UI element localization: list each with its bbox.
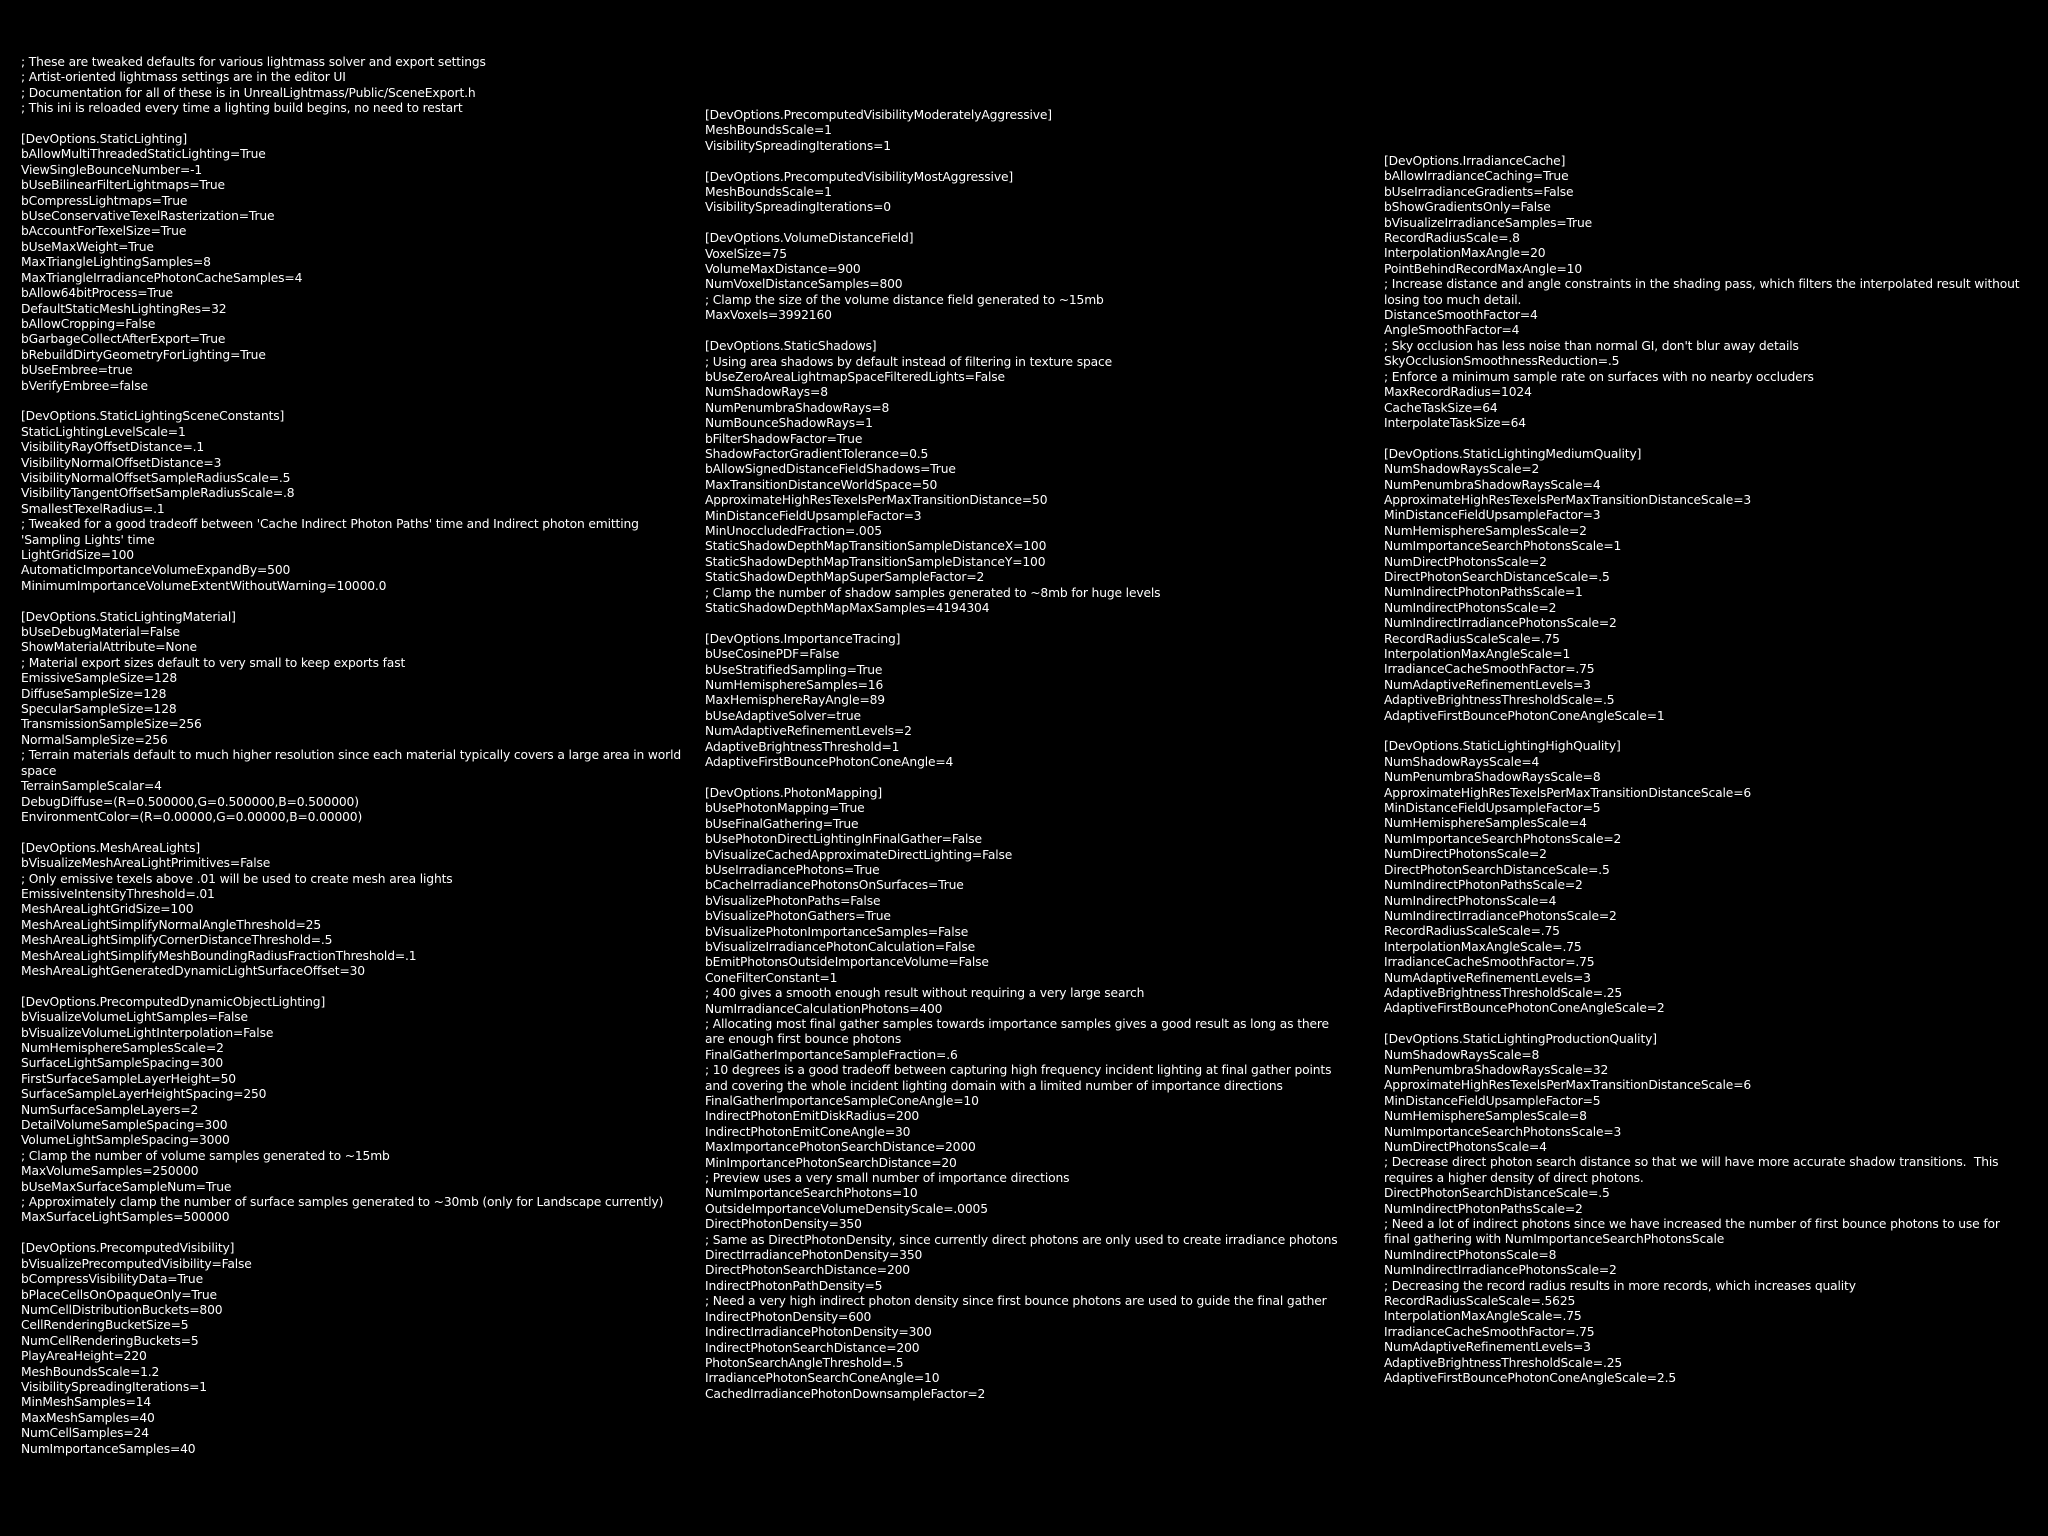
ini-text-column-1: ; These are tweaked defaults for various lightmass solver and export settings ; Artist-oriented lightmass settings are in the editor UI ; Documentation for all of these is in UnrealLightmass/Public/SceneExport.h ; This ini is reloaded every time a lighting build begins, no need to restart [DevOptions.StaticLighting] bAllowMultiThreadedStaticLighting=True ViewSingleBounceNumber=-1 bUseBilinearFilterLightmaps=True bCompressLightmaps=True bUseConservativeTexelRasterization=True bAccountForTexelSize=True bUseMaxWeight=True MaxTriangleLightingSamples=8 MaxTriangleIrradiancePhotonCacheSamples=4 bAllow64bitProcess=True DefaultStaticMeshLightingRes=32 bAllowCropping=False bGarbageCollectAfterExport=True bRebuildDirtyGeometryForLighting=True bUseEmbree=true bVerifyEmbree=false [DevOptions.StaticLightingSceneConstants] StaticLightingLevelScale=1 VisibilityRayOffsetDistance=.1 VisibilityNormalOffsetDistance=3 VisibilityNormalOffsetSampleRadiusScale=.5 VisibilityTangentOffsetSampleRadiusScale=.8 SmallestTexelRadius=.1 ; Tweaked for a good tradeoff between 'Cache Indirect Photon Paths' time and Indirect photon emitting 'Sampling Lights' time LightGridSize=100 AutomaticImportanceVolumeExpandBy=500 MinimumImportanceVolumeExtentWithoutWarning=10000.0 [DevOptions.StaticLightingMaterial] bUseDebugMaterial=False ShowMaterialAttribute=None ; Material export sizes default to very small to keep exports fast EmissiveSampleSize=128 DiffuseSampleSize=128 SpecularSampleSize=128 TransmissionSampleSize=256 NormalSampleSize=256 ; Terrain materials default to much higher resolution since each material typically covers a large area in world space TerrainSampleScalar=4 DebugDiffuse=(R=0.500000,G=0.500000,B=0.500000) EnvironmentColor=(R=0.00000,G=0.00000,B=0.00000) [DevOptions.MeshAreaLights] bVisualizeMeshAreaLightPrimitives=False ; Only emissive texels above .01 will be used to create mesh area lights EmissiveIntensityThreshold=.01 MeshAreaLightGridSize=100 MeshAreaLightSimplifyNormalAngleThreshold=25 MeshAreaLightSimplifyCornerDistanceThreshold=.5 MeshAreaLightSimplifyMeshBoundingRadiusFractionThreshold=.1 MeshAreaLightGeneratedDynamicLightSurfaceOffset=30 [DevOptions.PrecomputedDynamicObjectLighting] bVisualizeVolumeLightSamples=False bVisualizeVolumeLightInterpolation=False NumHemisphereSamplesScale=2 SurfaceLightSampleSpacing=300 FirstSurfaceSampleLayerHeight=50 SurfaceSampleLayerHeightSpacing=250 NumSurfaceSampleLayers=2 DetailVolumeSampleSpacing=300 VolumeLightSampleSpacing=3000 ; Clamp the number of volume samples generated to ~15mb MaxVolumeSamples=250000 bUseMaxSurfaceSampleNum=True ; Approximately clamp the number of surface samples generated to ~30mb (only for Landscape currently) MaxSurfaceLightSamples=500000 [DevOptions.PrecomputedVisibility] bVisualizePrecomputedVisibility=False bCompressVisibilityData=True bPlaceCellsOnOpaqueOnly=True NumCellDistributionBuckets=800 CellRenderingBucketSize=5 NumCellRenderingBuckets=5 PlayAreaHeight=220 MeshBoundsScale=1.2 VisibilitySpreadingIterations=1 MinMeshSamples=14 MaxMeshSamples=40 NumCellSamples=24 NumImportanceSamples=40 — [21, 55, 681, 1456]
ini-text-column-3: [DevOptions.IrradianceCache] bAllowIrradianceCaching=True bUseIrradianceGradients=False bShowGradientsOnly=False bVisualizeIrradianceSamples=True RecordRadiusScale=.8 InterpolationMaxAngle=20 PointBehindRecordMaxAngle=10 ; Increase distance and angle constraints in the shading pass, which filters the interpolated result without losing too much detail. DistanceSmoothFactor=4 AngleSmoothFactor=4 ; Sky occlusion has less noise than normal GI, don't blur away details SkyOcclusionSmoothnessReduction=.5 ; Enforce a minimum sample rate on surfaces with no nearby occluders MaxRecordRadius=1024 CacheTaskSize=64 InterpolateTaskSize=64 [DevOptions.StaticLightingMediumQuality] NumShadowRaysScale=2 NumPenumbraShadowRaysScale=4 ApproximateHighResTexelsPerMaxTransitionDistanceScale=3 MinDistanceFieldUpsampleFactor=3 NumHemisphereSamplesScale=2 NumImportanceSearchPhotonsScale=1 NumDirectPhotonsScale=2 DirectPhotonSearchDistanceScale=.5 NumIndirectPhotonPathsScale=1 NumIndirectPhotonsScale=2 NumIndirectIrradiancePhotonsScale=2 RecordRadiusScaleScale=.75 InterpolationMaxAngleScale=1 IrradianceCacheSmoothFactor=.75 NumAdaptiveRefinementLevels=3 AdaptiveBrightnessThresholdScale=.5 AdaptiveFirstBouncePhotonConeAngleScale=1 [DevOptions.StaticLightingHighQuality] NumShadowRaysScale=4 NumPenumbraShadowRaysScale=8 ApproximateHighResTexelsPerMaxTransitionDistanceScale=6 MinDistanceFieldUpsampleFactor=5 NumHemisphereSamplesScale=4 NumImportanceSearchPhotonsScale=2 NumDirectPhotonsScale=2 DirectPhotonSearchDistanceScale=.5 NumIndirectPhotonPathsScale=2 NumIndirectPhotonsScale=4 NumIndirectIrradiancePhotonsScale=2 RecordRadiusScaleScale=.75 InterpolationMaxAngleScale=.75 IrradianceCacheSmoothFactor=.75 NumAdaptiveRefinementLevels=3 AdaptiveBrightnessThresholdScale=.25 AdaptiveFirstBouncePhotonConeAngleScale=2 [DevOptions.StaticLightingProductionQuality] NumShadowRaysScale=8 NumPenumbraShadowRaysScale=32 ApproximateHighResTexelsPerMaxTransitionDistanceScale=6 MinDistanceFieldUpsampleFactor=5 NumHemisphereSamplesScale=8 NumImportanceSearchPhotonsScale=3 NumDirectPhotonsScale=4 ; Decrease direct photon search distance so that we will have more accurate shadow transitions. This requires a higher density of direct photons. DirectPhotonSearchDistanceScale=.5 NumIndirectPhotonPathsScale=2 ; Need a lot of indirect photons since we have increased the number of first bounce photons to use for final gathering with NumImportanceSearchPhotonsScale NumIndirectPhotonsScale=8 NumIndirectIrradiancePhotonsScale=2 ; Decreasing the record radius results in more records, which increases quality RecordRadiusScaleScale=.5625 InterpolationMaxAngleScale=.75 IrradianceCacheSmoothFactor=.75 NumAdaptiveRefinementLevels=3 AdaptiveBrightnessThresholdScale=.25 AdaptiveFirstBouncePhotonConeAngleScale=2.5 — [1384, 154, 2020, 1386]
ini-text-column-2: [DevOptions.PrecomputedVisibilityModeratelyAggressive] MeshBoundsScale=1 VisibilitySpreadingIterations=1 [DevOptions.PrecomputedVisibilityMostAggressive] MeshBoundsScale=1 VisibilitySpreadingIterations=0 [DevOptions.VolumeDistanceField] VoxelSize=75 VolumeMaxDistance=900 NumVoxelDistanceSamples=800 ; Clamp the size of the volume distance field generated to ~15mb MaxVoxels=3992160 [DevOptions.StaticShadows] ; Using area shadows by default instead of filtering in texture space bUseZeroAreaLightmapSpaceFilteredLights=False NumShadowRays=8 NumPenumbraShadowRays=8 NumBounceShadowRays=1 bFilterShadowFactor=True ShadowFactorGradientTolerance=0.5 bAllowSignedDistanceFieldShadows=True MaxTransitionDistanceWorldSpace=50 ApproximateHighResTexelsPerMaxTransitionDistance=50 MinDistanceFieldUpsampleFactor=3 MinUnoccludedFraction=.005 StaticShadowDepthMapTransitionSampleDistanceX=100 StaticShadowDepthMapTransitionSampleDistanceY=100 StaticShadowDepthMapSuperSampleFactor=2 ; Clamp the number of shadow samples generated to ~8mb for huge levels StaticShadowDepthMapMaxSamples=4194304 [DevOptions.ImportanceTracing] bUseCosinePDF=False bUseStratifiedSampling=True NumHemisphereSamples=16 MaxHemisphereRayAngle=89 bUseAdaptiveSolver=true NumAdaptiveRefinementLevels=2 AdaptiveBrightnessThreshold=1 AdaptiveFirstBouncePhotonConeAngle=4 [DevOptions.PhotonMapping] bUsePhotonMapping=True bUseFinalGathering=True bUsePhotonDirectLightingInFinalGather=False bVisualizeCachedApproximateDirectLighting=False bUseIrradiancePhotons=True bCacheIrradiancePhotonsOnSurfaces=True bVisualizePhotonPaths=False bVisualizePhotonGathers=True bVisualizePhotonImportanceSamples=False bVisualizeIrradiancePhotonCalculation=False bEmitPhotonsOutsideImportanceVolume=False ConeFilterConstant=1 ; 400 gives a smooth enough result without requiring a very large search NumIrradianceCalculationPhotons=400 ; Allocating most final gather samples towards importance samples gives a good result as long as there are enough first bounce photons FinalGatherImportanceSampleFraction=.6 ; 10 degrees is a good tradeoff between capturing high frequency incident lighting at final gather points and covering the whole incident lighting domain with a limited number of importance directions FinalGatherImportanceSampleConeAngle=10 IndirectPhotonEmitDiskRadius=200 IndirectPhotonEmitConeAngle=30 MaxImportancePhotonSearchDistance=2000 MinImportancePhotonSearchDistance=20 ; Preview uses a very small number of importance directions NumImportanceSearchPhotons=10 OutsideImportanceVolumeDensityScale=.0005 DirectPhotonDensity=350 ; Same as DirectPhotonDensity, since currently direct photons are only used to create irradiance photons DirectIrradiancePhotonDensity=350 DirectPhotonSearchDistance=200 IndirectPhotonPathDensity=5 ; Need a very high indirect photon density since first bounce photons are used to guide the final gather IndirectPhotonDensity=600 IndirectIrradiancePhotonDensity=300 IndirectPhotonSearchDistance=200 PhotonSearchAngleThreshold=.5 IrradiancePhotonSearchConeAngle=10 CachedIrradiancePhotonDownsampleFactor=2 — [705, 108, 1338, 1401]
